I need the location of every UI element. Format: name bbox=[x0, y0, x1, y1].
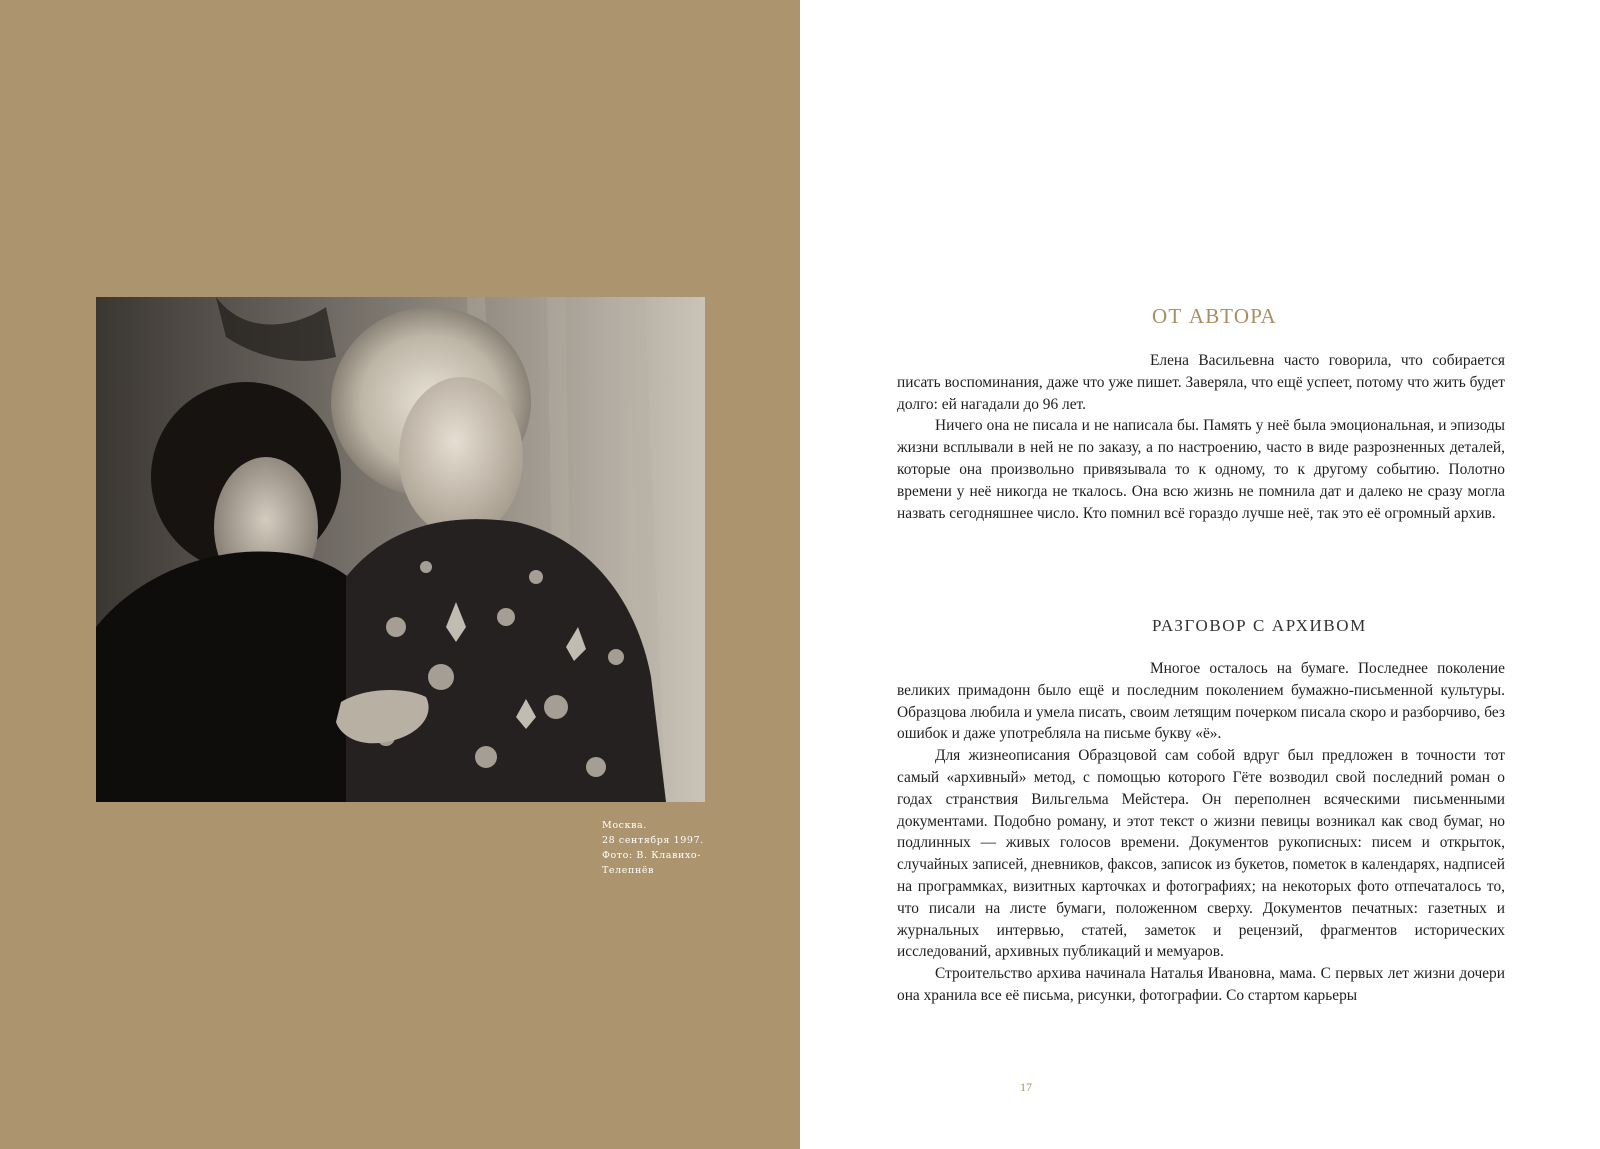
paragraph: Елена Васильевна часто говорила, что собирается писать воспоминания, даже что уже пишет. Заверяла, что ещё успеет, потому что жить будет долго: ей нагадали до 96 лет. bbox=[897, 352, 1505, 413]
paragraph: Многое осталось на бумаге. Последнее поколение великих примадонн было ещё и последним поколением бумажно-письменной культуры. Образцова любила и умела писать, своим летящим почерком писала скоро и разборчиво, без ошибок и даже употребляла на письме букву «ё». bbox=[897, 660, 1505, 743]
caption-line: 28 сентября 1997. bbox=[602, 835, 704, 846]
section-title-from-author: ОТ АВТОРА bbox=[1152, 304, 1277, 328]
photo-caption bbox=[602, 818, 722, 878]
paragraph: Ничего она не писала и не написала бы. Память у неё была эмоциональная, и эпизоды жизни всплывали в ней не по заказу, а по настроению, часто в виде разрозненных деталей, которые она произвольно привязывала то к одному, то к другому событию. Полотно времени у неё никогда не ткалось. Она всю жизнь не помнила дат и далеко не сразу могла назвать сегодняшнее число. Кто помнил всё гораздо лучше неё, так это её огромный архив. bbox=[897, 417, 1505, 522]
caption-line: Фото: В. Клавихо- bbox=[602, 850, 702, 861]
caption-line: Москва. bbox=[602, 820, 647, 831]
caption-line: Телепнёв bbox=[602, 865, 655, 876]
paragraph: Для жизнеописания Образцовой сам собой вдруг был предложен в точности тот самый «архивный» метод, с помощью которого Гёте возводил свой последний роман о годах странствия Вильгельма Мейстера. Он переполнен всяческими письменными документами. Подобно роману, и этот текст о жизни певицы возникал как свод бумаг, но подлинных — живых голосов времени. Документов рукописных: писем и открыток, случайных записей, дневников, факсов, записок из букетов, пометок в календарях, надписей на программках, визитных карточках и фотографиях; на некоторых фото отпечаталось то, что писали на листе бумаги, положенном сверху. Документов печатных: газетных и журнальных интервью, статей, заметок и рецензий, фрагментов исторических исследований, архивных публикаций и мемуаров. bbox=[897, 747, 1505, 961]
section-body-archive-talk bbox=[897, 658, 1505, 1007]
page-number: 17 bbox=[1020, 1080, 1032, 1094]
paragraph: Строительство архива начинала Наталья Ивановна, мама. С первых лет жизни дочери она хранила все её письма, рисунки, фотографии. Со стартом карьеры bbox=[897, 965, 1505, 1004]
section-title-archive-talk: РАЗГОВОР С АРХИВОМ bbox=[1152, 616, 1367, 635]
portrait-photo bbox=[96, 297, 705, 802]
section-body-from-author bbox=[897, 350, 1505, 524]
